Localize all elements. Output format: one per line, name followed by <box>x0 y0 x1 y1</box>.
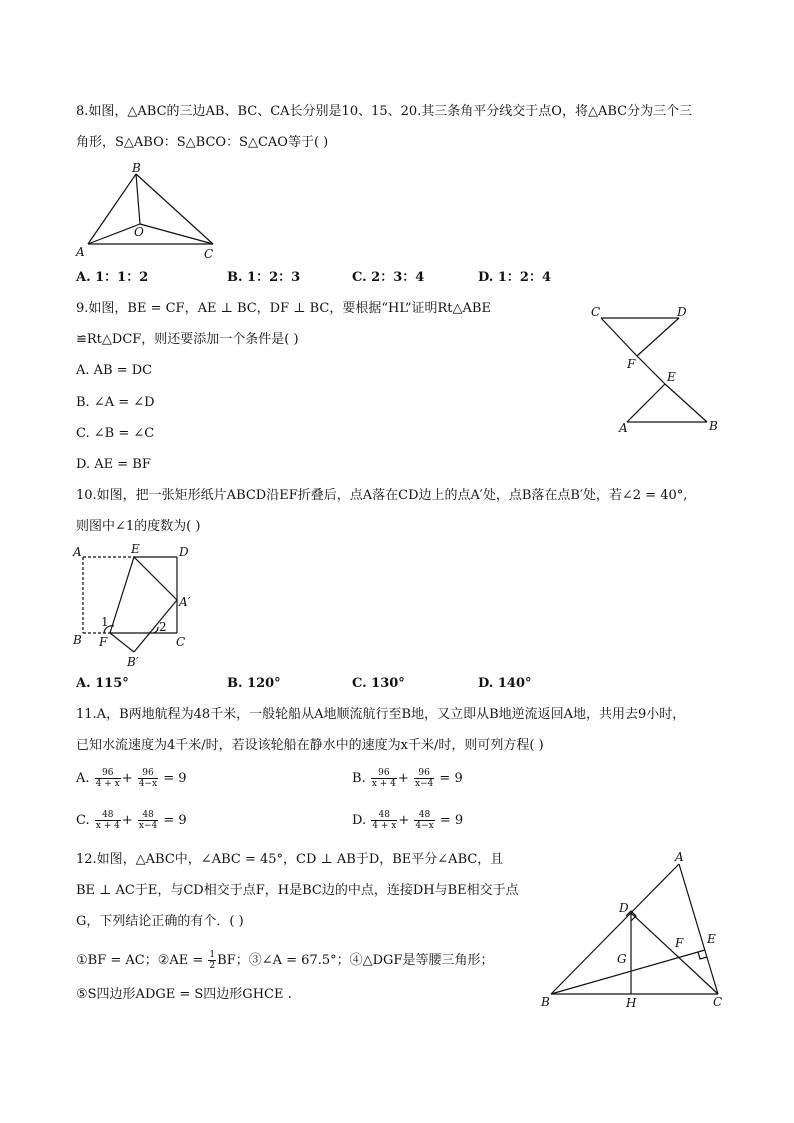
q10-label-e: E <box>131 542 140 556</box>
q9-label-f: F <box>627 357 636 371</box>
q9-label-d: D <box>677 305 687 319</box>
q8-line2: 角形，S△ABO：S△BCO：S△CAO等于( ) <box>76 135 329 150</box>
q9-label-a: A <box>619 421 628 435</box>
q8-option-c: C. 2：3：4 <box>352 270 425 285</box>
q9-option-b: B. ∠A = ∠D <box>76 395 155 410</box>
q8-line1: 8.如图，△ABC的三边AB、BC、CA长分别是10、15、20.其三条角平分线交于点O，将△ABC分为三个三 <box>76 104 693 119</box>
q10-label-angle1: 1 <box>101 615 109 629</box>
q12-figure <box>535 848 735 1013</box>
q10-label-a-prime: A′ <box>179 595 191 609</box>
q10-label-b: B <box>73 633 82 647</box>
q12-label-a: A <box>675 850 684 864</box>
q11-line2: 已知水流速度为4千米/时，若设该轮船在静水中的速度为x千米/时，则可列方程( ) <box>76 738 544 753</box>
q9-option-d: D. AE = BF <box>76 457 151 472</box>
q11-option-d: D. $\frac{48}{4 + x}$ + $\frac{48}{4-x}$ = 9 <box>352 810 464 831</box>
q12-statements-2: ⑤S四边形ADGE = S四边形GHCE . <box>76 987 292 1002</box>
q12-label-g: G <box>617 952 627 966</box>
q8-label-b: B <box>132 161 141 175</box>
q8-label-c: C <box>204 247 214 261</box>
q10-option-c: C. 130° <box>352 676 405 691</box>
q10-option-a: A. 115° <box>76 676 129 691</box>
q10-figure <box>70 540 210 670</box>
q12-label-h: H <box>626 996 637 1010</box>
q10-label-b-prime: B′ <box>127 655 139 669</box>
q10-label-f: F <box>99 635 108 649</box>
q12-label-b: B <box>541 995 550 1009</box>
q8-option-d: D. 1：2：4 <box>478 270 551 285</box>
q9-line2: ≌Rt△DCF，则还要添加一个条件是( ) <box>76 332 299 347</box>
q10-label-angle2: 2 <box>159 620 167 634</box>
q12-label-d: D <box>619 901 629 915</box>
q10-label-c: C <box>176 635 186 649</box>
q12-label-c: C <box>713 995 723 1009</box>
q9-option-a: A. AB = DC <box>76 363 153 378</box>
q9-line1: 9.如图，BE = CF，AE ⊥ BC，DF ⊥ BC，要根据“HL”证明Rt△ABE <box>76 301 491 316</box>
q10-option-b: B. 120° <box>227 676 281 691</box>
q11-option-c: C. $\frac{48}{x + 4}$ + $\frac{48}{x-4}$ = 9 <box>76 810 187 831</box>
q8-label-a: A <box>76 245 85 259</box>
q9-label-b: B <box>709 419 718 433</box>
q12-line3: G，下列结论正确的有个．( ) <box>76 914 244 929</box>
q10-line1: 10.如图，把一张矩形纸片ABCD沿EF折叠后，点A落在CD边上的点A′处，点B落在点B′处，若∠2 = 40°, <box>76 488 688 503</box>
q12-statements-1: ①BF = AC；②AE = $\frac{1}{2}$ BF；③∠A = 67.5°；④△DGF是等腰三角形； <box>76 950 494 971</box>
q9-label-c: C <box>591 305 601 319</box>
q8-option-a: A. 1：1：2 <box>76 270 149 285</box>
q12-line2: BE ⊥ AC于E，与CD相交于点F，H是BC边的中点，连接DH与BE相交于点 <box>76 883 519 898</box>
q11-option-a: A. $\frac{96}{4 + x}$ + $\frac{96}{4-x}$ = 9 <box>76 768 187 789</box>
q8-option-b: B. 1：2：3 <box>227 270 301 285</box>
q12-line1: 12.如图，△ABC中，∠ABC = 45°，CD ⊥ AB于D，BE平分∠ABC，且 <box>76 852 504 867</box>
q10-label-d: D <box>179 545 189 559</box>
q9-figure <box>585 300 725 435</box>
q9-option-c: C. ∠B = ∠C <box>76 426 155 441</box>
q10-line2: 则图中∠1的度数为( ) <box>76 519 201 534</box>
q8-label-o: O <box>134 225 144 239</box>
q10-option-d: D. 140° <box>478 676 532 691</box>
q10-label-a: A <box>73 545 82 559</box>
q12-label-e: E <box>707 932 716 946</box>
q11-option-b: B. $\frac{96}{x + 4}$ + $\frac{96}{x-4}$ = 9 <box>352 768 463 789</box>
q11-line1: 11.A，B两地航程为48千米，一般轮船从A地顺流航行至B地，又立即从B地逆流返回A地，共用去9小时， <box>76 707 686 722</box>
q12-label-f: F <box>675 936 684 950</box>
q9-label-e: E <box>667 370 676 384</box>
q8-figure <box>70 160 230 260</box>
